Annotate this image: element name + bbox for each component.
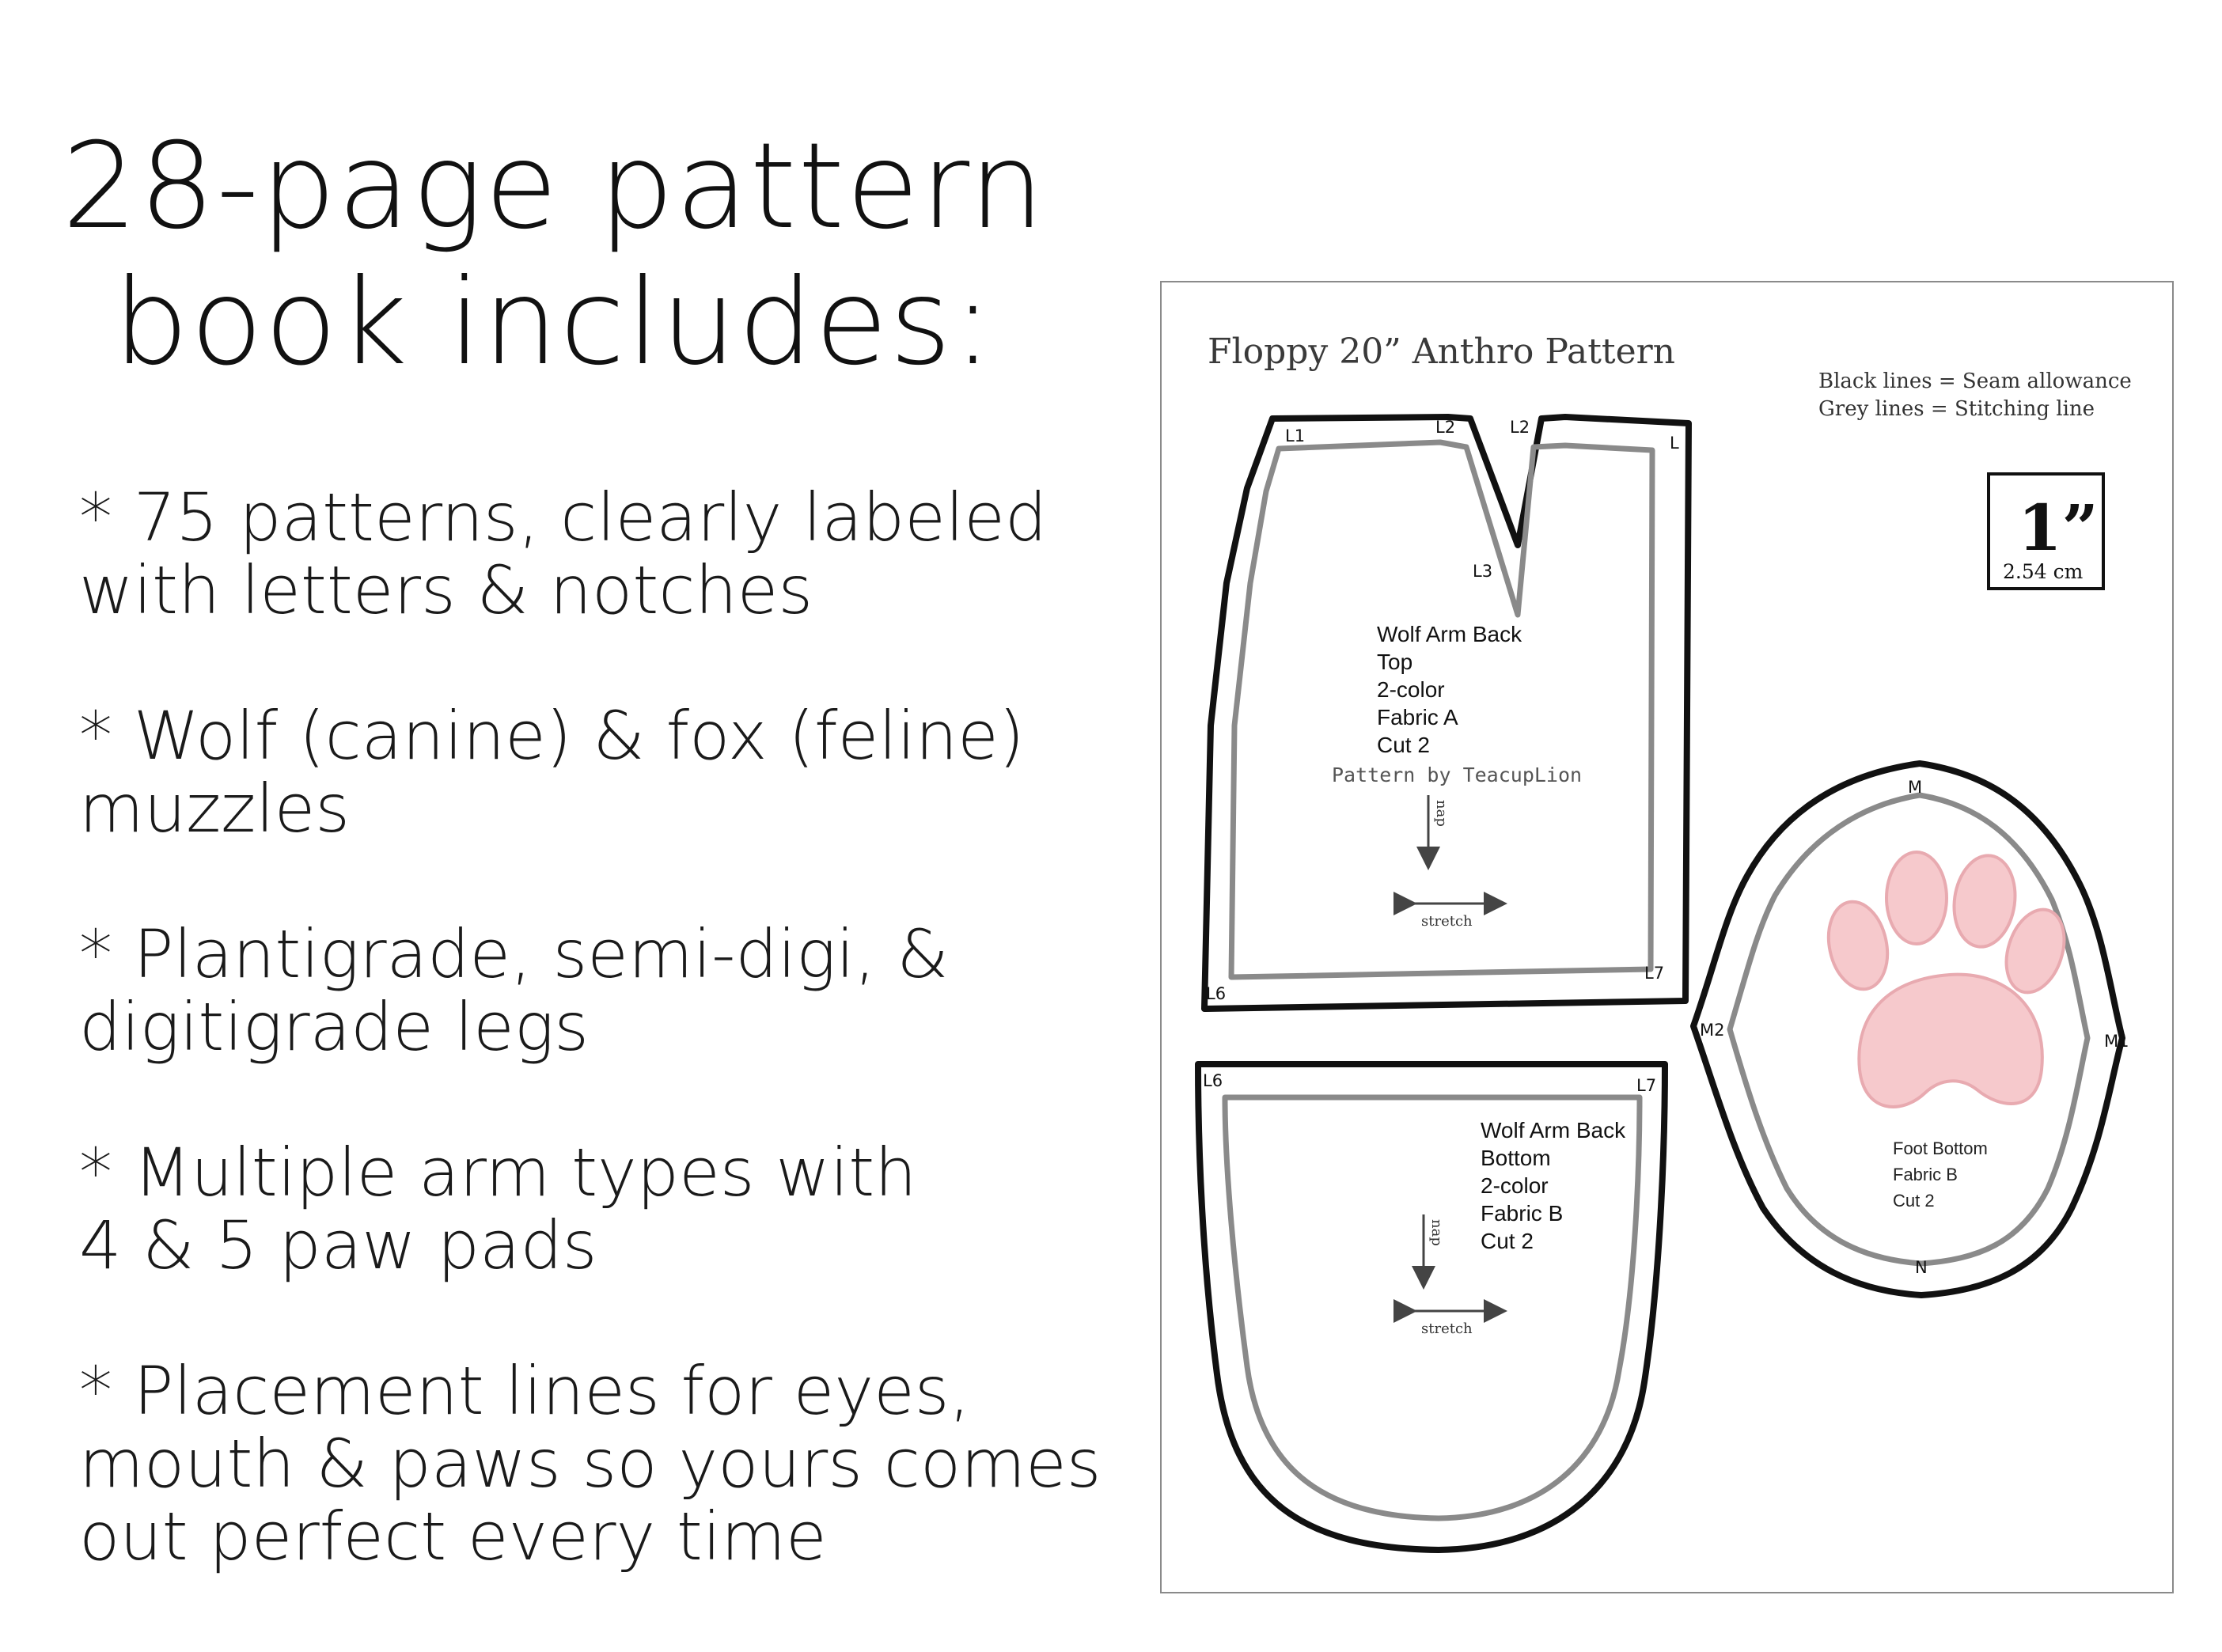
scale-inch: 1” bbox=[2018, 491, 2099, 565]
scale-cm: 2.54 cm bbox=[2003, 560, 2084, 583]
pattern-sheet bbox=[1160, 281, 2174, 1593]
arm-bottom-label-3: 2-color bbox=[1481, 1173, 1549, 1198]
notch-n: N bbox=[1915, 1258, 1928, 1277]
feature-line: out perfect every time bbox=[79, 1498, 827, 1575]
arm-bottom-piece bbox=[1198, 1064, 1665, 1550]
notch-m2: M2 bbox=[1700, 1021, 1725, 1040]
arm-top-label-5: Cut 2 bbox=[1377, 733, 1430, 757]
feature-item bbox=[79, 915, 1124, 1066]
notch-l6: L6 bbox=[1206, 984, 1227, 1003]
legend-black: Black lines = Seam allowance bbox=[1818, 369, 2132, 393]
feature-line: * Wolf (canine) & fox (feline) bbox=[79, 697, 1025, 775]
arm-top-label-4: Fabric A bbox=[1377, 705, 1458, 729]
feature-line: muzzles bbox=[79, 770, 351, 847]
headline-line-2: book includes: bbox=[113, 254, 995, 392]
notch-m1: M1 bbox=[2104, 1032, 2129, 1051]
feature-line: with letters & notches bbox=[79, 551, 813, 629]
arm-top-label-1: Wolf Arm Back bbox=[1377, 622, 1522, 646]
notch-m: M bbox=[1908, 778, 1923, 797]
notch-l2-right: L2 bbox=[1510, 418, 1530, 437]
arm-bottom-label-4: Fabric B bbox=[1481, 1201, 1564, 1226]
arm-bottom-label-5: Cut 2 bbox=[1481, 1229, 1534, 1253]
foot-bottom-piece bbox=[1693, 763, 2129, 1295]
arm-top-piece bbox=[1204, 417, 1689, 1009]
arm-bottom-label-1: Wolf Arm Back bbox=[1481, 1118, 1626, 1142]
foot-bottom-label-2: Fabric B bbox=[1893, 1165, 1958, 1184]
arm-bottom-stitch-line bbox=[1225, 1097, 1640, 1518]
feature-line: * 75 patterns, clearly labeled bbox=[79, 479, 1048, 556]
feature-line: 4 & 5 paw pads bbox=[79, 1207, 597, 1284]
foot-bottom-label-1: Foot Bottom bbox=[1893, 1139, 1988, 1158]
notch-l1: L1 bbox=[1285, 426, 1306, 445]
notch-l7-bottom: L7 bbox=[1636, 1076, 1657, 1095]
notch-l6-bottom: L6 bbox=[1203, 1071, 1223, 1090]
sheet-title: Floppy 20” Anthro Pattern bbox=[1208, 332, 1676, 372]
scale-square bbox=[1989, 474, 2103, 589]
legend-grey: Grey lines = Stitching line bbox=[1818, 397, 2095, 421]
notch-l3: L3 bbox=[1473, 562, 1493, 581]
notch-l7: L7 bbox=[1644, 964, 1665, 983]
arm-bottom-label-2: Bottom bbox=[1481, 1146, 1551, 1170]
paw-print bbox=[1821, 851, 2074, 1107]
headline-line-1: 28-page pattern bbox=[62, 118, 1046, 256]
nap-label-bottom: nap bbox=[1428, 1219, 1445, 1246]
feature-item bbox=[79, 1136, 1124, 1282]
feature-line: * Plantigrade, semi-digi, & bbox=[79, 915, 949, 993]
feature-line: mouth & paws so yours comes bbox=[79, 1425, 1102, 1502]
stretch-label: stretch bbox=[1421, 913, 1473, 930]
feature-list bbox=[79, 481, 1124, 1646]
feature-line: * Placement lines for eyes, bbox=[79, 1352, 971, 1430]
headline bbox=[55, 119, 1052, 391]
stretch-label-bottom: stretch bbox=[1421, 1320, 1473, 1337]
feature-item bbox=[79, 699, 1124, 845]
feature-line: digitigrade legs bbox=[79, 988, 589, 1066]
pattern-sheet-drawing bbox=[1162, 282, 2175, 1595]
notch-l: L bbox=[1670, 434, 1679, 453]
arm-top-label-2: Top bbox=[1377, 650, 1413, 674]
arm-top-label-3: 2-color bbox=[1377, 677, 1445, 702]
feature-item bbox=[79, 481, 1124, 627]
credit-text: Pattern by TeacupLion bbox=[1332, 763, 1583, 786]
nap-label: nap bbox=[1433, 800, 1450, 827]
foot-bottom-label-3: Cut 2 bbox=[1893, 1191, 1935, 1211]
feature-item bbox=[79, 1352, 1124, 1575]
notch-l2-left: L2 bbox=[1435, 418, 1456, 437]
feature-line: * Multiple arm types with bbox=[79, 1134, 917, 1211]
